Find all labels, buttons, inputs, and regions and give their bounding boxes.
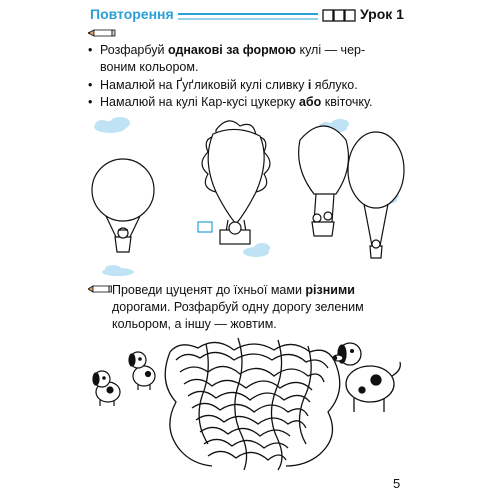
bullet: • bbox=[88, 78, 93, 92]
balloons-illustration bbox=[88, 112, 408, 277]
hot-air-balloon bbox=[348, 132, 404, 258]
hot-air-balloon bbox=[299, 126, 349, 236]
lesson-boxes-icon bbox=[322, 9, 356, 22]
section-title: Повторення bbox=[90, 6, 174, 22]
task-maze: Проведи цуценят до їхньої мами різними дорогами. Розфарбуй одну дорогу зеленим кольором, а іншу — жовтим. bbox=[112, 283, 364, 331]
hot-air-balloon bbox=[198, 121, 270, 244]
bullet: • bbox=[88, 95, 93, 109]
page-number: 5 bbox=[393, 476, 401, 491]
cloud bbox=[243, 243, 270, 257]
task-draw-plum-apple: • Намалюй на Ґуґликовій кулі сливку і яблуко. bbox=[88, 78, 358, 92]
maze-illustration bbox=[88, 332, 408, 472]
task-draw-candy-flower: • Намалюй на кулі Кар-кусі цукерку або квіточку. bbox=[88, 95, 373, 109]
hot-air-balloon bbox=[92, 159, 154, 252]
mother-dog bbox=[333, 343, 400, 412]
lesson-label: Урок 1 bbox=[360, 6, 404, 22]
cloud bbox=[94, 117, 130, 133]
maze bbox=[165, 338, 340, 470]
puppy bbox=[93, 371, 120, 406]
header-divider bbox=[178, 9, 318, 23]
cloud bbox=[102, 265, 134, 276]
pencil-icon bbox=[88, 28, 116, 38]
task-color-balloons: • Розфарбуй однакові за формою кулі — чер- воним кольором. bbox=[88, 43, 366, 74]
bullet: • bbox=[88, 43, 93, 57]
puppy bbox=[129, 352, 155, 390]
pencil-icon bbox=[88, 284, 112, 294]
